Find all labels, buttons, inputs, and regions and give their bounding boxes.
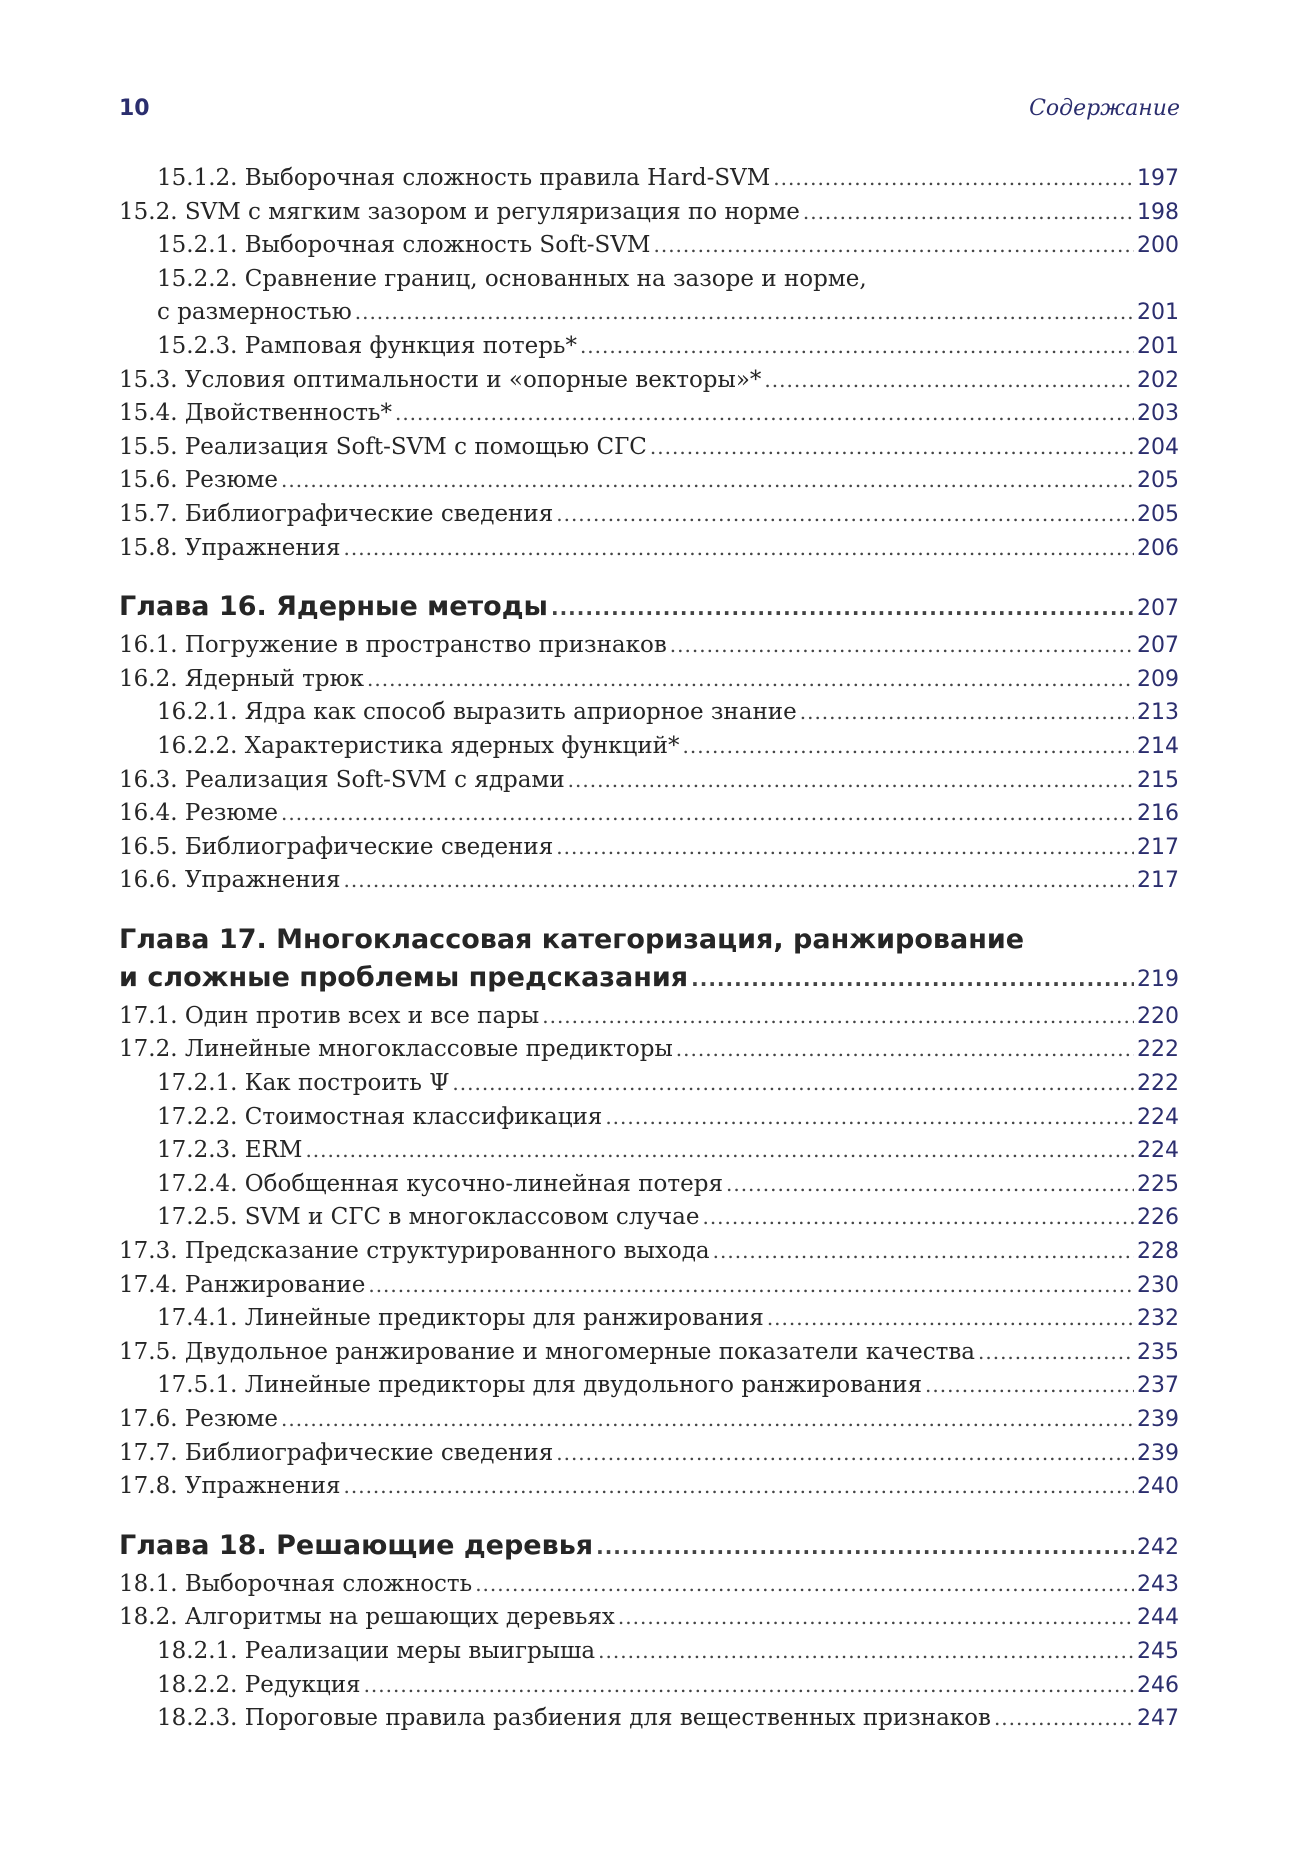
dot-leader xyxy=(556,498,1134,532)
toc-entry[interactable] xyxy=(119,1403,1179,1437)
toc-page-number: 215 xyxy=(1137,767,1179,793)
page-number: 10 xyxy=(119,96,150,121)
toc-page-number: 243 xyxy=(1137,1571,1179,1597)
toc-entry-title: 16.2.1. Ядра как способ выразить априорное знание xyxy=(157,699,797,726)
toc-entry[interactable] xyxy=(119,1033,1179,1067)
dot-leader xyxy=(676,1033,1134,1067)
dot-leader xyxy=(344,1470,1135,1504)
toc-entry[interactable] xyxy=(119,397,1179,431)
toc-entry[interactable] xyxy=(119,764,1179,798)
toc-entry[interactable] xyxy=(119,696,1179,730)
toc-page-number: 217 xyxy=(1137,868,1179,894)
toc-entry[interactable] xyxy=(119,1635,1179,1669)
toc-entry-title: 16.1. Погружение в пространство признаков xyxy=(119,632,667,659)
toc-entry[interactable] xyxy=(119,196,1179,230)
toc-entry-title: 15.2. SVM с мягким зазором и регуляризация по норме xyxy=(119,198,800,225)
toc-page-number: 207 xyxy=(1137,596,1179,622)
toc-page-number: 201 xyxy=(1137,300,1179,326)
dot-leader xyxy=(364,1669,1134,1703)
dot-leader xyxy=(556,1437,1134,1471)
dot-leader xyxy=(281,797,1134,831)
toc-entry-title: 17.2.4. Обобщенная кусочно-линейная потеря xyxy=(157,1170,723,1197)
toc-entry-title: 18.2. Алгоритмы на решающих деревьях xyxy=(119,1604,615,1631)
toc-chapter-entry[interactable] xyxy=(119,587,1179,627)
dot-leader xyxy=(305,1134,1134,1168)
toc-page-number: 198 xyxy=(1137,199,1179,225)
dot-leader xyxy=(803,196,1134,230)
toc-page-number: 239 xyxy=(1137,1440,1179,1466)
toc-entry-title: 17.6. Резюме xyxy=(119,1406,278,1432)
dot-leader xyxy=(650,431,1134,465)
toc-page-number: 205 xyxy=(1137,501,1179,527)
dot-leader xyxy=(542,1000,1134,1034)
toc-page-number: 197 xyxy=(1137,166,1179,191)
toc-entry-title: 18.2.3. Пороговые правила разбиения для вещественных признаков xyxy=(157,1705,991,1732)
toc-entry-title: 15.2.2. Сравнение границ, основанных на зазоре и норме, xyxy=(157,265,867,292)
toc-entry[interactable] xyxy=(119,1269,1179,1303)
dot-leader xyxy=(670,629,1134,663)
toc-entry-title: 17.2.5. SVM и СГС в многоклассовом случае xyxy=(157,1204,700,1231)
dot-leader xyxy=(994,1702,1134,1736)
toc-entry-title: Глава 17. Многоклассовая категоризация, ранжирование xyxy=(119,923,1025,955)
dot-leader xyxy=(568,764,1134,798)
dot-leader xyxy=(767,1302,1134,1336)
toc-entry-title: 16.2.2. Характеристика ядерных функций* xyxy=(157,732,680,759)
toc-entry[interactable] xyxy=(119,797,1179,831)
dot-leader xyxy=(551,588,1134,628)
toc-entry[interactable] xyxy=(119,1201,1179,1235)
dot-leader xyxy=(475,1568,1134,1602)
toc-page-number: 204 xyxy=(1137,434,1179,460)
dot-leader xyxy=(726,1168,1134,1202)
toc-page-number: 202 xyxy=(1137,367,1179,393)
toc-entry-title: 17.4. Ранжирование xyxy=(119,1271,366,1298)
toc-page-number: 232 xyxy=(1137,1306,1179,1332)
toc-page-number: 214 xyxy=(1137,733,1179,759)
toc-page-number: 244 xyxy=(1137,1605,1179,1631)
toc-entry[interactable] xyxy=(119,1000,1179,1034)
dot-leader xyxy=(368,1269,1134,1303)
dot-leader xyxy=(580,330,1134,364)
toc-entry-title: 18.1. Выборочная сложность xyxy=(119,1570,473,1597)
toc-page-number: 246 xyxy=(1137,1672,1179,1698)
toc-page-number: 230 xyxy=(1137,1272,1179,1298)
toc-entry[interactable] xyxy=(119,1601,1179,1635)
toc-entry-title: 17.2. Линейные многоклассовые предикторы xyxy=(119,1036,673,1063)
toc-entry-title: 16.3. Реализация Soft-SVM с ядрами xyxy=(119,766,565,793)
dot-leader xyxy=(367,663,1134,697)
toc-entry[interactable] xyxy=(119,364,1179,398)
running-head xyxy=(119,96,1180,130)
toc-page-number: 216 xyxy=(1137,801,1179,827)
toc-entry[interactable] xyxy=(119,431,1179,465)
toc-entry[interactable] xyxy=(119,1568,1179,1602)
toc-entry-title: 18.2.2. Редукция xyxy=(157,1671,361,1698)
toc-entry[interactable] xyxy=(119,1302,1179,1336)
toc-entry-title: 17.2.3. ERM xyxy=(157,1137,303,1164)
dot-leader xyxy=(925,1369,1134,1403)
chapter-heading xyxy=(119,1526,1179,1568)
dot-leader xyxy=(281,464,1134,498)
toc-page-number: 200 xyxy=(1137,233,1179,259)
toc-entry[interactable] xyxy=(119,831,1179,865)
toc-entry[interactable] xyxy=(119,1134,1179,1168)
toc-entry-title: 16.6. Упражнения xyxy=(119,867,341,894)
toc-page-number: 225 xyxy=(1137,1171,1179,1197)
toc-page-number: 217 xyxy=(1137,834,1179,860)
toc-entry[interactable] xyxy=(119,1336,1179,1370)
toc-entry-title: 17.2.2. Стоимостная классификация xyxy=(157,1103,603,1130)
toc-page-number: 206 xyxy=(1137,535,1179,561)
toc-entry-title: с размерностью xyxy=(157,299,352,326)
toc-entry-title: 15.6. Резюме xyxy=(119,467,278,494)
dot-leader xyxy=(800,696,1134,730)
toc-entry-title: 17.3. Предсказание структурированного выхода xyxy=(119,1238,710,1265)
toc-page-number: 222 xyxy=(1137,1037,1179,1063)
dot-leader xyxy=(683,730,1134,764)
toc-page-number: 226 xyxy=(1137,1205,1179,1231)
toc-entry-first-line xyxy=(119,263,1179,297)
dot-leader xyxy=(556,831,1134,865)
toc-chapter-entry[interactable] xyxy=(119,1526,1179,1566)
toc-page-number: 205 xyxy=(1137,468,1179,494)
toc-page-number: 213 xyxy=(1137,700,1179,726)
toc-entry[interactable] xyxy=(119,864,1179,898)
dot-leader xyxy=(598,1635,1134,1669)
toc-entry-title: 15.2.3. Рамповая функция потерь* xyxy=(157,332,577,359)
dot-leader xyxy=(596,1527,1134,1567)
toc-page-number: 222 xyxy=(1137,1071,1179,1097)
toc-page-number: 235 xyxy=(1137,1339,1179,1365)
dot-leader xyxy=(355,296,1134,330)
dot-leader xyxy=(773,162,1134,196)
toc-page-number: 220 xyxy=(1137,1003,1179,1029)
toc-entry[interactable] xyxy=(119,1437,1179,1471)
toc-entry-title: Глава 16. Ядерные методы xyxy=(119,591,548,623)
dot-leader xyxy=(281,1403,1134,1437)
toc-page-number: 228 xyxy=(1137,1239,1179,1265)
toc-page-number: 203 xyxy=(1137,401,1179,427)
toc-entry[interactable] xyxy=(119,1470,1179,1504)
dot-leader xyxy=(713,1235,1134,1269)
chapter-heading xyxy=(119,920,1179,1000)
toc-entry-title: 17.8. Упражнения xyxy=(119,1473,341,1500)
toc-page-number: 224 xyxy=(1137,1104,1179,1130)
toc-entry[interactable] xyxy=(119,532,1179,566)
dot-leader xyxy=(344,864,1135,898)
dot-leader xyxy=(395,397,1134,431)
toc-entry-title: Глава 18. Решающие деревья xyxy=(119,1529,594,1561)
toc-entry-title: 16.4. Резюме xyxy=(119,800,278,827)
toc-page-number: 209 xyxy=(1137,666,1179,692)
toc-page-number: 207 xyxy=(1137,633,1179,659)
toc-entry[interactable] xyxy=(119,1369,1179,1403)
toc-entry-title: 18.2.1. Реализации меры выигрыша xyxy=(157,1637,596,1664)
toc-page-number: 239 xyxy=(1137,1407,1179,1432)
toc-entry-title: 15.3. Условия оптимальности и «опорные векторы»* xyxy=(119,366,762,393)
toc-entry-first-line xyxy=(119,920,1179,958)
toc-entry[interactable] xyxy=(119,629,1179,663)
toc-entry-title: 17.5. Двудольное ранжирование и многомерные показатели качества xyxy=(119,1338,975,1365)
toc-entry-title: 17.2.1. Как построить Ψ xyxy=(157,1070,450,1097)
toc-entry[interactable] xyxy=(119,1101,1179,1135)
toc-entry[interactable] xyxy=(119,464,1179,498)
toc-page-number: 201 xyxy=(1137,333,1179,359)
toc-entry[interactable] xyxy=(119,296,1179,330)
toc-entry-title: и сложные проблемы предсказания xyxy=(119,961,689,993)
toc-page-number: 242 xyxy=(1137,1534,1179,1560)
toc-entry-title: 17.1. Один против всех и все пары xyxy=(119,1002,540,1029)
dot-leader xyxy=(452,1067,1134,1101)
toc-entry[interactable] xyxy=(119,162,1179,196)
dot-leader xyxy=(764,364,1134,398)
toc-page-number: 245 xyxy=(1137,1638,1179,1664)
toc-entry[interactable] xyxy=(119,1702,1179,1736)
running-head-title: Содержание xyxy=(1029,96,1180,121)
toc-entry-title: 16.5. Библиографические сведения xyxy=(119,833,554,860)
toc-page-number: 247 xyxy=(1137,1706,1179,1732)
toc-entry-title: 15.5. Реализация Soft-SVM с помощью СГС xyxy=(119,433,647,460)
toc-page-number: 237 xyxy=(1137,1373,1179,1399)
table-of-contents xyxy=(119,162,1179,1736)
toc-entry-title: 16.2. Ядерный трюк xyxy=(119,665,365,692)
toc-chapter-entry[interactable] xyxy=(119,958,1179,998)
toc-entry[interactable] xyxy=(119,663,1179,697)
dot-leader xyxy=(618,1601,1134,1635)
dot-leader xyxy=(691,959,1134,999)
toc-entry[interactable] xyxy=(119,730,1179,764)
toc-entry-title: 15.1.2. Выборочная сложность правила Hard-SVM xyxy=(157,165,771,191)
toc-entry[interactable] xyxy=(119,1067,1179,1101)
chapter-heading xyxy=(119,587,1179,629)
toc-entry[interactable] xyxy=(119,330,1179,364)
toc-entry-title: 15.8. Упражнения xyxy=(119,534,341,561)
toc-entry-title: 17.5.1. Линейные предикторы для двудольного ранжирования xyxy=(157,1372,922,1399)
toc-entry-title: 15.4. Двойственность* xyxy=(119,400,392,427)
toc-entry[interactable] xyxy=(119,1669,1179,1703)
toc-entry[interactable] xyxy=(119,1235,1179,1269)
toc-entry[interactable] xyxy=(119,498,1179,532)
toc-page-number: 224 xyxy=(1137,1138,1179,1164)
toc-entry-title: 17.7. Библиографические сведения xyxy=(119,1439,554,1466)
dot-leader xyxy=(344,532,1135,566)
dot-leader xyxy=(978,1336,1134,1370)
dot-leader xyxy=(653,229,1134,263)
dot-leader xyxy=(702,1201,1134,1235)
toc-entry[interactable] xyxy=(119,1168,1179,1202)
toc-entry-title: 15.2.1. Выборочная сложность Soft-SVM xyxy=(157,232,651,259)
toc-entry-title: 15.7. Библиографические сведения xyxy=(119,500,554,527)
toc-page-number: 240 xyxy=(1137,1474,1179,1500)
toc-entry-title: 17.4.1. Линейные предикторы для ранжирования xyxy=(157,1305,764,1332)
dot-leader xyxy=(605,1101,1134,1135)
toc-page-number: 219 xyxy=(1137,966,1179,992)
toc-entry[interactable] xyxy=(119,229,1179,263)
